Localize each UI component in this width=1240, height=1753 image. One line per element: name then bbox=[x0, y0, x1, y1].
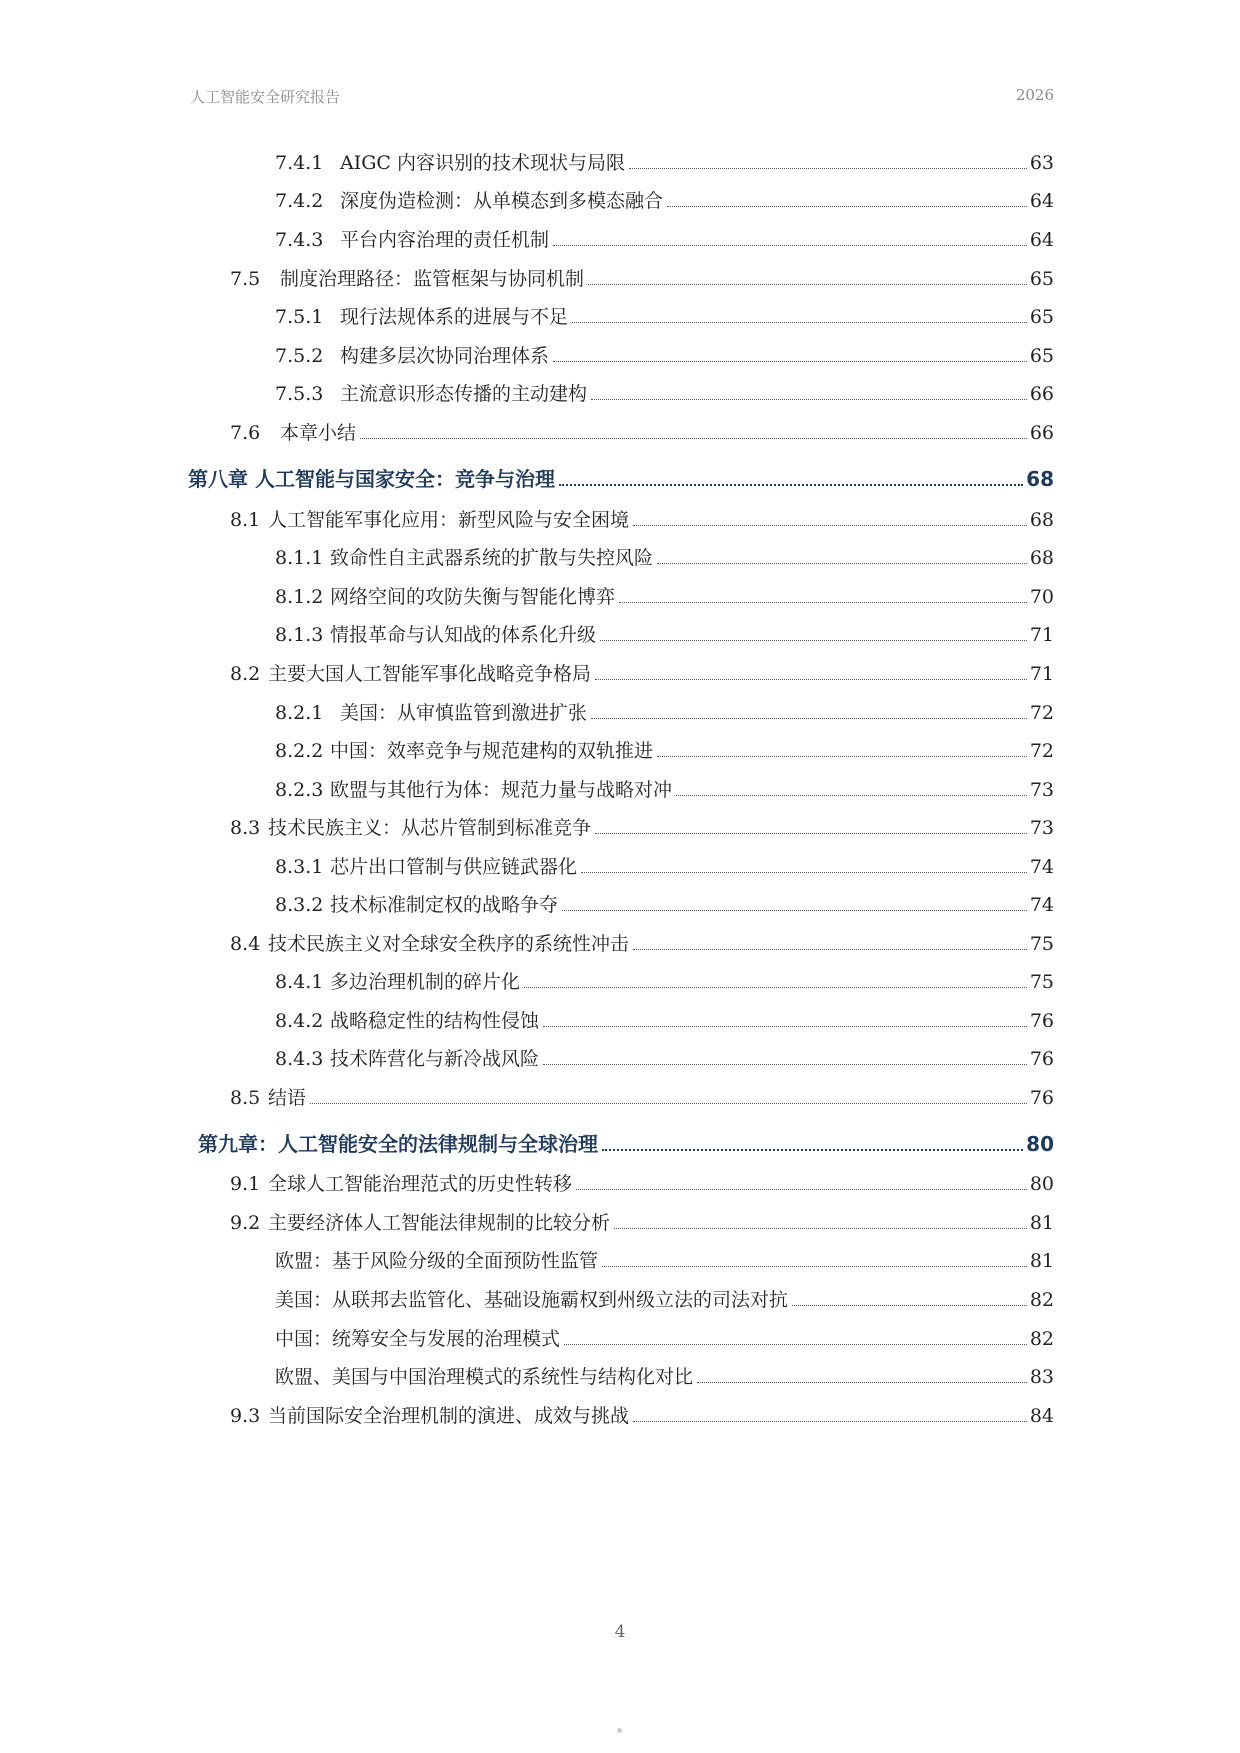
dot-leader bbox=[657, 563, 1027, 564]
toc-entry-page: 76 bbox=[1029, 1010, 1054, 1032]
toc-entry-7-5-1[interactable] bbox=[275, 304, 1054, 330]
toc-entry-title: 制度治理路径：监管框架与协同机制 bbox=[280, 268, 585, 290]
toc-entry-title: 欧盟与其他行为体：规范力量与战略对冲 bbox=[330, 779, 673, 801]
toc-entry-number: 8.4.2 bbox=[275, 1010, 324, 1032]
toc-entry-title: 网络空间的攻防失衡与智能化博弈 bbox=[330, 586, 616, 608]
toc-entry-page: 74 bbox=[1029, 894, 1054, 916]
dot-leader bbox=[553, 245, 1027, 246]
toc-entry-title: 平台内容治理的责任机制 bbox=[340, 229, 550, 251]
toc-entry-number: 8.1.1 bbox=[275, 547, 324, 569]
dot-leader bbox=[633, 1421, 1027, 1422]
toc-entry-page: 66 bbox=[1029, 422, 1054, 444]
toc-entry-number: 8.4.3 bbox=[275, 1048, 324, 1070]
toc-entry-number: 7.4.1 bbox=[275, 152, 324, 174]
toc-entry-number: 8.2.2 bbox=[275, 740, 324, 762]
dot-leader bbox=[667, 206, 1027, 207]
dot-leader bbox=[676, 795, 1027, 796]
toc-entry-page: 81 bbox=[1029, 1212, 1054, 1234]
dot-leader bbox=[588, 284, 1027, 285]
toc-entry-title: 多边治理机制的碎片化 bbox=[330, 971, 521, 993]
toc-entry-8-4[interactable] bbox=[230, 931, 1054, 957]
toc-entry-page: 73 bbox=[1029, 817, 1054, 839]
toc-entry-page: 73 bbox=[1029, 779, 1054, 801]
toc-entry-8-3-1[interactable] bbox=[275, 854, 1054, 880]
toc-entry-8-1-2[interactable] bbox=[275, 584, 1054, 610]
toc-entry-7-5[interactable] bbox=[230, 266, 1054, 292]
toc-entry-page: 80 bbox=[1029, 1173, 1054, 1195]
toc-entry-page: 64 bbox=[1029, 229, 1054, 251]
toc-entry-page: 75 bbox=[1029, 933, 1054, 955]
toc-entry-8-2-1[interactable] bbox=[275, 700, 1054, 726]
toc-entry-page: 84 bbox=[1029, 1405, 1054, 1427]
page-header bbox=[190, 86, 1054, 114]
toc-entry-page: 76 bbox=[1029, 1087, 1054, 1109]
toc-entry-number: 8.2.1 bbox=[275, 702, 324, 724]
toc-entry-title: 战略稳定性的结构性侵蚀 bbox=[330, 1010, 540, 1032]
toc-entry-page: 63 bbox=[1029, 152, 1054, 174]
dot-leader bbox=[564, 1344, 1027, 1345]
toc-entry-number: 8.1 bbox=[230, 509, 261, 531]
toc-entry-page: 70 bbox=[1029, 586, 1054, 608]
dot-leader bbox=[581, 872, 1027, 873]
toc-entry-8-3-2[interactable] bbox=[275, 892, 1054, 918]
toc-entry-page: 66 bbox=[1029, 383, 1054, 405]
dot-leader bbox=[543, 1064, 1027, 1065]
toc-entry-page: 68 bbox=[1029, 509, 1054, 531]
dot-leader bbox=[360, 438, 1027, 439]
toc-entry-title: 当前国际安全治理机制的演进、成效与挑战 bbox=[268, 1405, 630, 1427]
toc-entry-page: 65 bbox=[1029, 306, 1054, 328]
dot-leader bbox=[591, 718, 1027, 719]
toc-entry-number: 8.1.3 bbox=[275, 624, 324, 646]
toc-chapter-title: 第九章：人工智能安全的法律规制与全球治理 bbox=[198, 1132, 598, 1156]
toc-entry-8-5[interactable] bbox=[230, 1085, 1054, 1111]
toc-entry-number: 7.5 bbox=[230, 268, 261, 290]
dot-leader bbox=[629, 168, 1027, 169]
toc-entry-9-3[interactable] bbox=[230, 1403, 1054, 1429]
dot-leader bbox=[576, 1189, 1027, 1190]
toc-entry-number: 8.4.1 bbox=[275, 971, 324, 993]
toc-entry-title: 主要大国人工智能军事化战略竞争格局 bbox=[268, 663, 592, 685]
toc-chapter-9[interactable] bbox=[198, 1131, 1054, 1157]
toc-entry-8-1-1[interactable] bbox=[275, 545, 1054, 571]
dot-leader bbox=[559, 484, 1023, 486]
toc-entry-number: 9.3 bbox=[230, 1405, 261, 1427]
toc-entry-page: 74 bbox=[1029, 856, 1054, 878]
dot-leader bbox=[633, 949, 1027, 950]
toc-chapter-page: 68 bbox=[1026, 467, 1054, 491]
toc-entry-number: 8.5 bbox=[230, 1087, 261, 1109]
dot-leader bbox=[619, 602, 1027, 603]
toc-entry-page: 82 bbox=[1029, 1289, 1054, 1311]
toc-entry-8-2[interactable] bbox=[230, 661, 1054, 687]
toc-entry-page: 65 bbox=[1029, 268, 1054, 290]
toc-entry-7-4-3[interactable] bbox=[275, 227, 1054, 253]
toc-entry-page: 72 bbox=[1029, 740, 1054, 762]
toc-entry-9-2-eu[interactable] bbox=[275, 1248, 1054, 1274]
toc-entry-page: 75 bbox=[1029, 971, 1054, 993]
toc-entry-7-4-1[interactable] bbox=[275, 150, 1054, 176]
dot-leader bbox=[602, 1266, 1027, 1267]
toc-entry-number: 8.3.2 bbox=[275, 894, 324, 916]
dot-leader bbox=[614, 1228, 1027, 1229]
page-number: 4 bbox=[614, 1622, 626, 1642]
toc-entry-page: 81 bbox=[1029, 1250, 1054, 1272]
toc-entry-page: 76 bbox=[1029, 1048, 1054, 1070]
toc-entry-title: 中国：效率竞争与规范建构的双轨推进 bbox=[330, 740, 654, 762]
toc-entry-9-2-cn[interactable] bbox=[275, 1326, 1054, 1352]
toc-entry-title: 主要经济体人工智能法律规制的比较分析 bbox=[268, 1212, 611, 1234]
toc-entry-8-1[interactable] bbox=[230, 507, 1054, 533]
toc-entry-9-2-comparison[interactable] bbox=[275, 1364, 1054, 1390]
toc-entry-number: 7.4.2 bbox=[275, 190, 324, 212]
toc-entry-page: 82 bbox=[1029, 1328, 1054, 1350]
header-report-title: 人工智能安全研究报告 bbox=[190, 88, 341, 106]
toc-entry-title: 现行法规体系的进展与不足 bbox=[340, 306, 569, 328]
toc-entry-title: 人工智能军事化应用：新型风险与安全困境 bbox=[268, 509, 630, 531]
toc-entry-title: 情报革命与认知战的体系化升级 bbox=[330, 624, 597, 646]
toc-entry-number: 8.2 bbox=[230, 663, 261, 685]
toc-entry-page: 71 bbox=[1029, 663, 1054, 685]
toc-entry-title: 本章小结 bbox=[280, 422, 357, 444]
dot-leader bbox=[553, 361, 1027, 362]
dot-leader bbox=[602, 1149, 1023, 1151]
header-year: 2026 bbox=[1015, 86, 1054, 104]
toc-entry-title: 技术民族主义：从芯片管制到标准竞争 bbox=[268, 817, 592, 839]
toc-entry-title: 中国：统筹安全与发展的治理模式 bbox=[275, 1328, 561, 1350]
toc-entry-8-2-2[interactable] bbox=[275, 738, 1054, 764]
toc-entry-title: 芯片出口管制与供应链武器化 bbox=[330, 856, 578, 878]
toc-entry-8-2-3[interactable] bbox=[275, 777, 1054, 803]
dot-leader bbox=[600, 640, 1027, 641]
dot-leader bbox=[524, 987, 1027, 988]
toc-entry-number: 8.3 bbox=[230, 817, 261, 839]
toc-entry-7-5-2[interactable] bbox=[275, 343, 1054, 369]
toc-entry-8-4-2[interactable] bbox=[275, 1008, 1054, 1034]
dot-leader bbox=[595, 833, 1027, 834]
toc-entry-title: 构建多层次协同治理体系 bbox=[340, 345, 550, 367]
toc-entry-9-2-us[interactable] bbox=[275, 1287, 1054, 1313]
toc-entry-title: 全球人工智能治理范式的历史性转移 bbox=[268, 1173, 573, 1195]
toc-entry-7-5-3[interactable] bbox=[275, 381, 1054, 407]
toc-chapter-page: 80 bbox=[1026, 1132, 1054, 1156]
toc-entry-title: 技术标准制定权的战略争夺 bbox=[330, 894, 559, 916]
toc-entry-9-1[interactable] bbox=[230, 1171, 1054, 1197]
toc-entry-title: 结语 bbox=[268, 1087, 307, 1109]
toc-entry-page: 64 bbox=[1029, 190, 1054, 212]
toc-entry-page: 72 bbox=[1029, 702, 1054, 724]
toc-entry-number: 8.4 bbox=[230, 933, 261, 955]
toc-entry-title: 深度伪造检测：从单模态到多模态融合 bbox=[340, 190, 664, 212]
dot-leader bbox=[543, 1026, 1027, 1027]
toc-entry-7-6[interactable] bbox=[230, 420, 1054, 446]
toc-entry-8-1-3[interactable] bbox=[275, 622, 1054, 648]
toc-chapter-8[interactable] bbox=[188, 466, 1054, 492]
toc-entry-number: 8.2.3 bbox=[275, 779, 324, 801]
footer-dot bbox=[617, 1728, 622, 1733]
toc-entry-page: 68 bbox=[1029, 547, 1054, 569]
toc-entry-title: 技术民族主义对全球安全秩序的系统性冲击 bbox=[268, 933, 630, 955]
toc-entry-page: 65 bbox=[1029, 345, 1054, 367]
toc-entry-7-4-2[interactable] bbox=[275, 188, 1054, 214]
toc-entry-page: 71 bbox=[1029, 624, 1054, 646]
dot-leader bbox=[633, 525, 1027, 526]
toc-entry-title: 美国：从审慎监管到激进扩张 bbox=[340, 702, 588, 724]
toc-entry-title: 主流意识形态传播的主动建构 bbox=[340, 383, 588, 405]
toc-entry-number: 7.6 bbox=[230, 422, 261, 444]
toc-entry-number: 9.1 bbox=[230, 1173, 261, 1195]
toc-entry-number: 9.2 bbox=[230, 1212, 261, 1234]
toc-entry-number: 7.4.3 bbox=[275, 229, 324, 251]
toc-entry-number: 7.5.2 bbox=[275, 345, 324, 367]
toc-entry-title: 欧盟、美国与中国治理模式的系统性与结构化对比 bbox=[275, 1366, 694, 1388]
toc-entry-title: AIGC 内容识别的技术现状与局限 bbox=[340, 152, 625, 174]
toc-entry-title: 欧盟：基于风险分级的全面预防性监管 bbox=[275, 1250, 599, 1272]
dot-leader bbox=[697, 1382, 1027, 1383]
toc-entry-page: 83 bbox=[1029, 1366, 1054, 1388]
toc-entry-9-2[interactable] bbox=[230, 1210, 1054, 1236]
toc-entry-title: 美国：从联邦去监管化、基础设施霸权到州级立法的司法对抗 bbox=[275, 1289, 789, 1311]
dot-leader bbox=[595, 679, 1027, 680]
toc-entry-8-4-3[interactable] bbox=[275, 1046, 1054, 1072]
dot-leader bbox=[792, 1305, 1027, 1306]
toc-chapter-title: 第八章 人工智能与国家安全：竞争与治理 bbox=[188, 467, 555, 491]
dot-leader bbox=[310, 1103, 1027, 1104]
toc-entry-8-3[interactable] bbox=[230, 815, 1054, 841]
toc-entry-number: 7.5.3 bbox=[275, 383, 324, 405]
dot-leader bbox=[572, 322, 1027, 323]
dot-leader bbox=[591, 399, 1027, 400]
toc-entry-title: 技术阵营化与新冷战风险 bbox=[330, 1048, 540, 1070]
dot-leader bbox=[562, 910, 1027, 911]
toc-entry-title: 致命性自主武器系统的扩散与失控风险 bbox=[330, 547, 654, 569]
toc-entry-number: 7.5.1 bbox=[275, 306, 324, 328]
toc-entry-8-4-1[interactable] bbox=[275, 969, 1054, 995]
toc-entry-number: 8.1.2 bbox=[275, 586, 324, 608]
toc-entry-number: 8.3.1 bbox=[275, 856, 324, 878]
dot-leader bbox=[657, 756, 1027, 757]
